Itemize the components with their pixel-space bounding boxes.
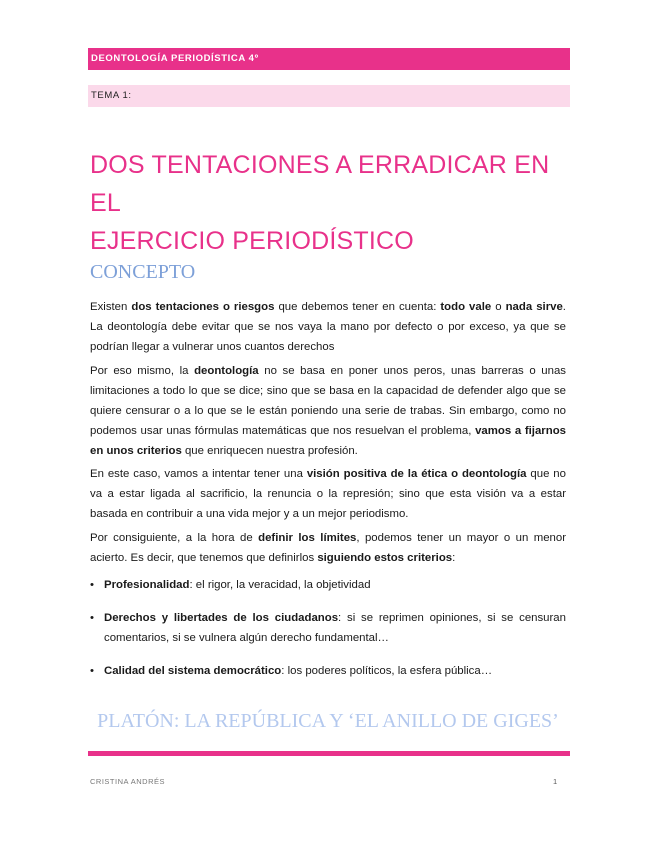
p1-text-4: . La deontología debe evitar que se nos vaya la mano por defecto o por exceso, ya que se podrían llegar a vulnerar unos cuantos derechos xyxy=(90,301,566,353)
footer-author: CRISTINA ANDRÉS xyxy=(90,777,166,786)
p1-bold-1: dos tentaciones o riesgos xyxy=(131,301,275,313)
paragraph-1 xyxy=(90,297,566,357)
p2-text-1: Por eso mismo, la xyxy=(90,365,195,377)
page-number: 1 xyxy=(553,777,558,786)
paragraph-4 xyxy=(90,528,566,568)
p1-bold-2: todo vale xyxy=(440,301,492,313)
document-title xyxy=(90,146,570,260)
p1-text-3: o xyxy=(491,301,506,313)
section-heading-concepto: CONCEPTO xyxy=(90,261,196,283)
bullet-icon: • xyxy=(90,579,94,591)
p2-bold-1: deontología xyxy=(194,365,259,377)
p4-text-2: , podemos tener un mayor o un menor acierto. Es decir, que tenemos que definirlos xyxy=(90,532,566,564)
course-title: DEONTOLOGÍA PERIODÍSTICA 4º xyxy=(91,53,259,64)
list-item xyxy=(90,661,566,681)
topic-header-bar xyxy=(88,85,570,107)
p1-text-1: Existen xyxy=(90,301,132,313)
footer-divider xyxy=(88,751,570,756)
bullet-icon: • xyxy=(90,665,94,677)
paragraph-3 xyxy=(90,464,566,524)
list-item-term: Derechos y libertades de los ciudadanos xyxy=(104,612,339,624)
p3-text-1: En este caso, vamos a intentar tener una xyxy=(90,468,307,480)
p4-text-1: Por consiguiente, a la hora de xyxy=(90,532,259,544)
p2-bold-2: vamos a fijarnos en unos criterios xyxy=(90,425,566,457)
document-title-line-1: DOS TENTACIONES A ERRADICAR EN EL xyxy=(90,151,550,217)
document-title-line-2: EJERCICIO PERIODÍSTICO xyxy=(90,227,414,255)
p4-bold-1: definir los límites xyxy=(258,532,357,544)
p1-bold-3: nada sirve xyxy=(505,301,563,313)
list-item-term: Profesionalidad xyxy=(104,579,190,591)
criteria-list xyxy=(90,575,566,681)
p3-bold-1: visión positiva de la ética o deontología xyxy=(306,468,527,480)
list-item-text: : si se reprimen opiniones, si se censuran comentarios, si se vulnera algún derecho fundamental… xyxy=(104,612,566,644)
course-header-bar xyxy=(88,48,570,70)
p4-bold-2: siguiendo estos criterios xyxy=(317,552,453,564)
section-heading-platon: PLATÓN: LA REPÚBLICA Y ‘EL ANILLO DE GIGES’ xyxy=(97,710,559,732)
list-item xyxy=(90,608,566,648)
p3-text-2: que no va a estar ligada al sacrificio, la renuncia o la represión; sino que esta visión va a estar basada en contribuir a una vida mejor y a un mejor periodismo. xyxy=(90,468,566,520)
list-item-text: : los poderes políticos, la esfera pública… xyxy=(281,665,493,677)
p4-text-3: : xyxy=(452,552,456,564)
p2-text-2: no se basa en poner unos peros, unas barreras o unas limitaciones a todo lo que se dice; sino que se basa en la capacidad de defender algo que se quiere censurar o a lo que se le están poniendo una serie de trabas. Sin embargo, como no podemos usar unas fórmulas matemáticas que nos resuelvan el problema, xyxy=(90,365,566,437)
list-item-term: Calidad del sistema democrático xyxy=(104,665,282,677)
p1-text-2: que debemos tener en cuenta: xyxy=(274,301,441,313)
bullet-icon: • xyxy=(90,612,94,624)
topic-label: TEMA 1: xyxy=(91,90,132,101)
p2-text-3: que enriquecen nuestra profesión. xyxy=(181,445,358,457)
list-item-text: : el rigor, la veracidad, la objetividad xyxy=(189,579,371,591)
list-item xyxy=(90,575,566,595)
paragraph-2 xyxy=(90,361,566,461)
